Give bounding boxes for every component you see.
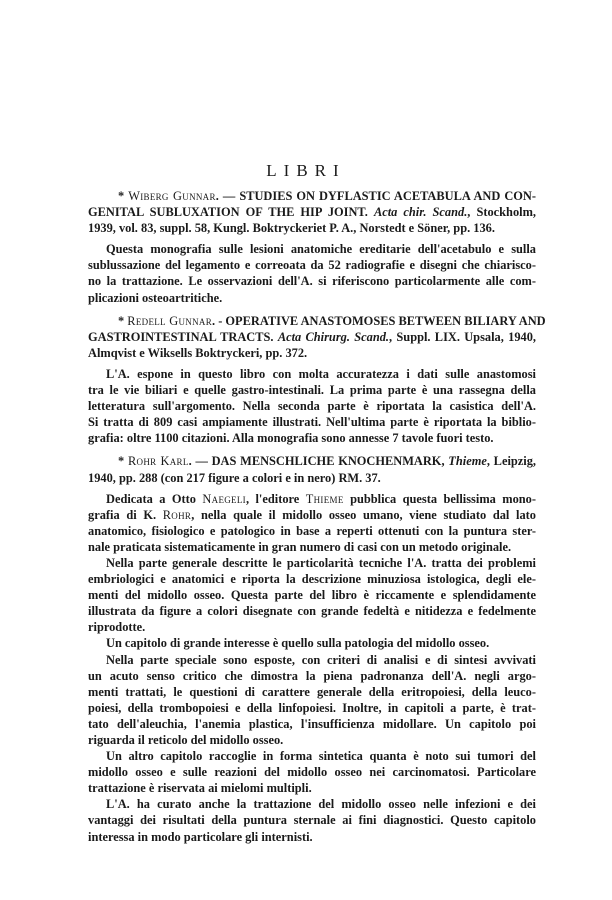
text-line	[88, 796, 536, 812]
text-run: Almqvist e Wiksells Boktryckeri, pp. 372.	[88, 345, 308, 360]
page-title: LIBRI	[266, 161, 346, 181]
text-line	[88, 273, 536, 289]
text-run: menti trattati, le questioni di carattere generale della eritropoiesi, della leuco-	[88, 684, 536, 699]
review-paragraph	[88, 241, 536, 305]
text-run: plicazioni osteoartritiche.	[88, 290, 223, 305]
text-line	[88, 241, 536, 257]
text-run: , Leipzig,	[486, 454, 537, 469]
text-run: Si tratta di 809 casi ampiamente illustrati. Nell'ultima parte è riportata la biblio-	[88, 415, 536, 430]
text-run: sublussazione del legamento e correoata da 52 radiografie e disegni che chiarisco-	[88, 258, 536, 273]
text-run: . - OPERATIVE ANASTOMOSES BETWEEN BILIARY AND	[212, 313, 546, 328]
journal-title: Acta Chirurg. Scand.	[277, 329, 390, 344]
text-run: Un capitolo di grande interesse è quello sulla patologia del midollo osseo.	[106, 636, 490, 651]
text-run: L'A. ha curato anche la trattazione del midollo osseo nelle infezioni e dei	[106, 797, 536, 812]
text-run: menti del midollo osseo. Questa parte del libro è riccamente e splendidamente	[88, 588, 536, 603]
text-run: un acuto senso critico che dimostra la piena padronanza dell'A. negli argo-	[88, 668, 536, 683]
text-run: . — STUDIES ON DYFLASTIC ACETABULA AND CON-	[215, 189, 536, 203]
text-line	[88, 571, 536, 587]
text-line	[88, 366, 536, 382]
journal-title: Acta chir. Scand.	[373, 205, 468, 220]
text-line	[88, 220, 536, 236]
text-line	[88, 603, 536, 619]
author-name: Redell Gunnar	[127, 313, 212, 328]
author-name: Thieme	[305, 491, 344, 506]
text-line	[88, 257, 536, 273]
text-run: illustrata da figure a colori disegnate con grande fedeltà e nitidezza e fedelmente	[88, 604, 536, 619]
text-line	[88, 414, 536, 430]
text-line	[88, 700, 536, 716]
text-run: Un altro capitolo raccoglie in forma sintetica quanta è noto sui tumori del	[106, 749, 536, 764]
text-run: embriologici e anatomici e riporta la descrizione minuziosa istologica, degli ele-	[88, 572, 536, 587]
text-line	[88, 523, 536, 539]
review-paragraph	[88, 366, 536, 446]
text-line	[88, 812, 536, 828]
text-run: GASTROINTESTINAL TRACTS.	[88, 329, 278, 344]
text-run: interessa in modo particolare gli internisti.	[88, 829, 313, 844]
text-line	[88, 748, 536, 764]
text-line	[88, 652, 536, 668]
text-run: *	[118, 189, 129, 203]
text-run: tra le vie biliari e quelle gastro-intestinali. La prima parte è una rassegna della	[88, 383, 536, 398]
text-line	[88, 470, 536, 486]
text-run: *	[118, 454, 128, 469]
text-line	[88, 780, 536, 796]
text-line	[88, 668, 536, 684]
text-line	[88, 329, 536, 345]
text-run: L'A. espone in questo libro con molta accuratezza i dati sulle anastomosi	[106, 366, 536, 381]
text-run: 1939, vol. 83, suppl. 58, Kungl. Boktryckeriet P. A., Norstedt e Söner, pp. 136.	[88, 221, 495, 236]
text-run: pubblica questa bellissima mono-	[343, 491, 537, 506]
review-paragraph	[88, 635, 536, 651]
review-paragraph	[88, 652, 536, 749]
text-run: Questa monografia sulle lesioni anatomiche ereditarie dell'acetabulo e sulla	[106, 242, 536, 257]
text-line	[88, 491, 536, 507]
review-paragraph	[88, 748, 536, 796]
book-review-entry	[88, 453, 536, 844]
text-line	[88, 716, 536, 732]
text-run: . — DAS MENSCHLICHE KNOCHENMARK,	[188, 454, 449, 469]
text-run: GENITAL SUBLUXATION OF THE HIP JOINT.	[88, 205, 374, 220]
text-run: 1940, pp. 288 (con 217 figure a colori e in nero) RM. 37.	[88, 470, 381, 485]
review-paragraph	[88, 491, 536, 555]
text-run: vantaggi dei risultati della puntura sternale ai fini diagnostici. Questo capitolo	[88, 813, 536, 828]
text-run: letteratura sull'argomento. Nella seconda parte è riportata la casistica dell'A.	[88, 399, 536, 414]
text-line	[88, 539, 536, 555]
text-line	[88, 764, 536, 780]
text-run: grafia: oltre 1100 citazioni. Alla monografia sono annesse 7 tavole fuori testo.	[88, 431, 494, 446]
text-line	[88, 587, 536, 603]
entry-heading	[88, 313, 546, 361]
text-line	[88, 507, 536, 523]
text-line	[88, 398, 536, 414]
text-line	[88, 345, 536, 361]
text-run: trattazione è riservata ai mielomi multipli.	[88, 781, 312, 796]
text-run: riprodotte.	[88, 620, 146, 635]
text-run: tato dell'aleuchia, l'anemia plastica, l'insufficienza midollare. Un capitolo poi	[88, 716, 536, 731]
review-paragraph	[88, 555, 536, 635]
text-line	[88, 635, 536, 651]
text-line	[88, 829, 536, 845]
text-run: nale praticata sistematicamente in gran numero di casi con un metodo originale.	[88, 539, 512, 554]
text-line	[88, 453, 536, 469]
text-run: Nella parte generale descritte le particolarità tecniche l'A. tratta dei problemi	[106, 555, 536, 570]
author-name: Wiberg Gunnar	[128, 189, 216, 203]
author-name: Naegeli	[202, 491, 246, 506]
journal-title: Thieme	[448, 454, 487, 469]
text-run: , Stockholm,	[467, 205, 537, 220]
text-run: riguarda il reticolo del midollo osseo.	[88, 733, 284, 747]
text-run: midollo osseo e sulle reazioni del midollo osseo nei carcinomatosi. Particolare	[88, 765, 536, 780]
text-line	[88, 204, 536, 220]
reviews-column	[88, 188, 546, 845]
author-name: Rohr	[162, 507, 192, 522]
text-line	[88, 188, 536, 204]
text-line	[88, 313, 546, 329]
text-run: Dedicata a Otto	[106, 491, 203, 506]
text-run: , l'editore	[245, 491, 306, 506]
book-review-entry	[88, 188, 536, 306]
entry-heading	[88, 188, 536, 236]
review-paragraph	[88, 796, 536, 844]
book-review-entry	[88, 313, 546, 447]
text-run: Nella parte speciale sono esposte, con criteri di analisi e di sintesi avvivati	[106, 652, 536, 667]
text-run: no la trattazione. Le osservazioni dell'A. si riferiscono particolarmente alle com-	[88, 274, 536, 289]
text-line	[88, 619, 536, 635]
text-run: poiesi, della trombopoiesi e della linfopoiesi. Inoltre, in capitoli a parte, è trat-	[88, 700, 536, 715]
text-run: *	[118, 313, 128, 328]
text-line	[88, 684, 536, 700]
text-line	[88, 732, 536, 748]
text-line	[88, 290, 536, 306]
text-run: , Suppl. LIX. Upsala, 1940,	[389, 329, 537, 344]
entry-heading	[88, 453, 536, 485]
text-run: anatomico, fisiologico e patologico in base a reperti ottenuti con la puntura ster-	[88, 523, 536, 538]
text-line	[88, 555, 536, 571]
text-run: , nella quale il midollo osseo umano, viene studiato dal lato	[191, 507, 536, 522]
author-name: Rohr Karl	[127, 454, 189, 469]
text-line	[88, 430, 536, 446]
text-run: grafia di K.	[88, 507, 163, 522]
text-line	[88, 382, 536, 398]
